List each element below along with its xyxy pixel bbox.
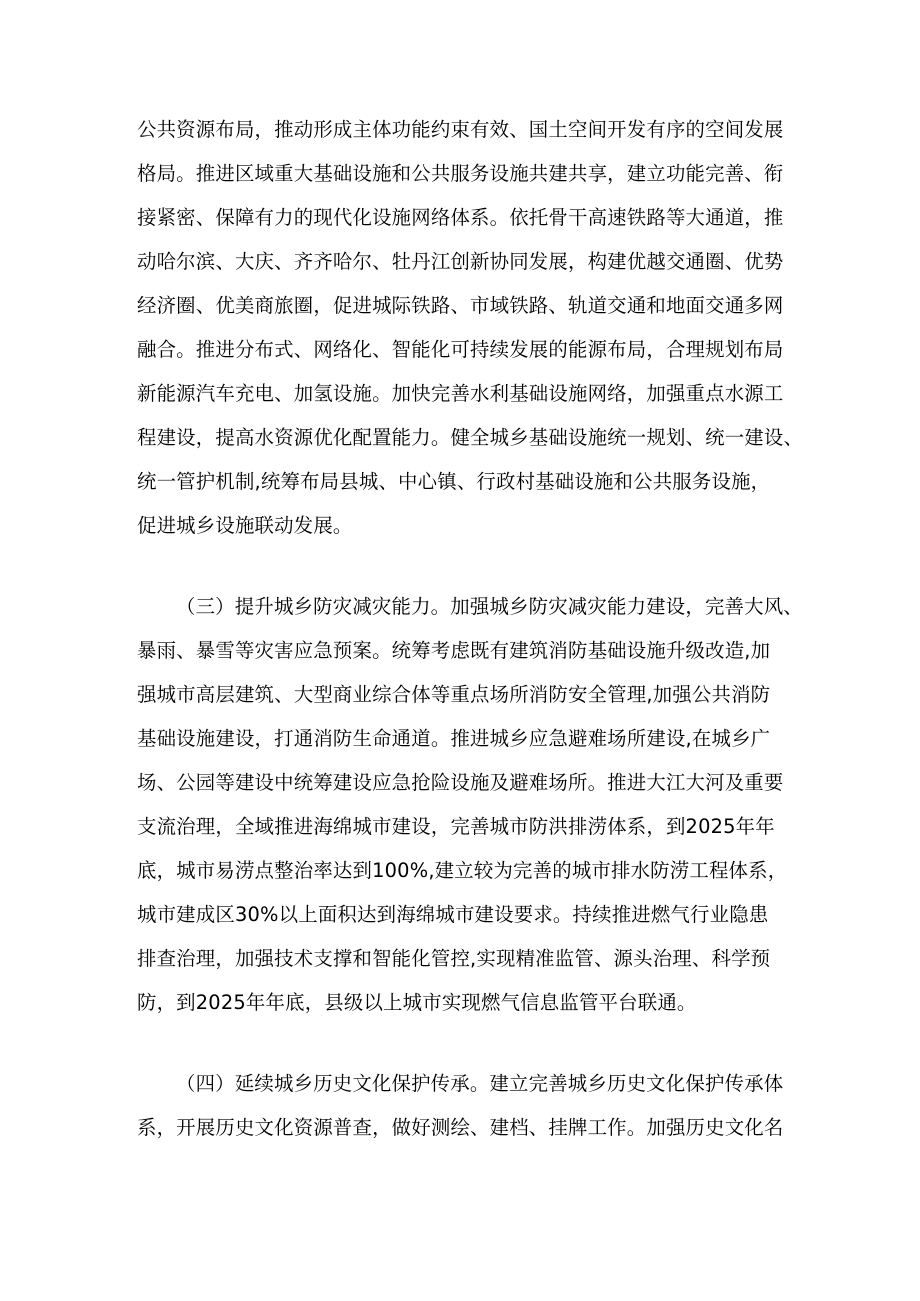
text-line: 场、公园等建设中统筹建设应急抢险设施及避难场所。推进大江大河及重要 xyxy=(137,771,784,794)
text-line: 经济圈、优美商旅圈，促进城际铁路、市域铁路、轨道交通和地面交通多网 xyxy=(137,294,784,317)
text-line: 程建设，提高水资源优化配置能力。健全城乡基础设施统一规划、统一建设、 xyxy=(137,426,804,449)
text-line: 融合。推进分布式、网络化、智能化可持续发展的能源布局，合理规划布局 xyxy=(137,338,784,361)
text-line: 公共资源布局，推动形成主体功能约束有效、国土空间开发有序的空间发展 xyxy=(137,118,784,141)
text-line: 接紧密、保障有力的现代化设施网络体系。依托骨干高速铁路等大通道，推 xyxy=(137,206,784,229)
text-line: 新能源汽车充电、加氢设施。加快完善水利基础设施网络，加强重点水源工 xyxy=(137,382,784,405)
section-three-heading-line: （三）提升城乡防灾减灾能力。加强城乡防灾减灾能力建设，完善大风、 xyxy=(176,595,803,618)
text-line: 底，城市易涝点整治率达到100%,建立较为完善的城市排水防涝工程体系， xyxy=(137,859,788,882)
text-line: 动哈尔滨、大庆、齐齐哈尔、牡丹江创新协同发展，构建优越交通圈、优势 xyxy=(137,250,784,273)
text-line: 暴雨、暴雪等灾害应急预案。统筹考虑既有建筑消防基础设施升级改造,加 xyxy=(137,639,771,662)
text-line: 基础设施建设，打通消防生命通道。推进城乡应急避难场所建设,在城乡广 xyxy=(137,727,771,750)
text-line: 排查治理，加强技术支撑和智能化管控,实现精准监管、源头治理、科学预 xyxy=(137,947,771,970)
text-line: 支流治理，全域推进海绵城市建设，完善城市防洪排涝体系，到2025年年 xyxy=(137,815,775,838)
text-line: 系，开展历史文化资源普查，做好测绘、建档、挂牌工作。加强历史文化名 xyxy=(137,1116,784,1139)
text-line: 城市建成区30%以上面积达到海绵城市建设要求。持续推进燃气行业隐患 xyxy=(137,903,769,926)
text-line: 统一管护机制,统筹布局县城、中心镇、行政村基础设施和公共服务设施， xyxy=(137,470,771,493)
section-four-heading-line: （四）延续城乡历史文化保护传承。建立完善城乡历史文化保护传承体 xyxy=(176,1072,784,1095)
text-line: 促进城乡设施联动发展。 xyxy=(137,514,353,537)
text-line: 格局。推进区域重大基础设施和公共服务设施共建共享，建立功能完善、衔 xyxy=(137,162,784,185)
text-line: 防，到2025年年底，县级以上城市实现燃气信息监管平台联通。 xyxy=(137,991,697,1014)
text-line: 强城市高层建筑、大型商业综合体等重点场所消防安全管理,加强公共消防 xyxy=(137,683,771,706)
